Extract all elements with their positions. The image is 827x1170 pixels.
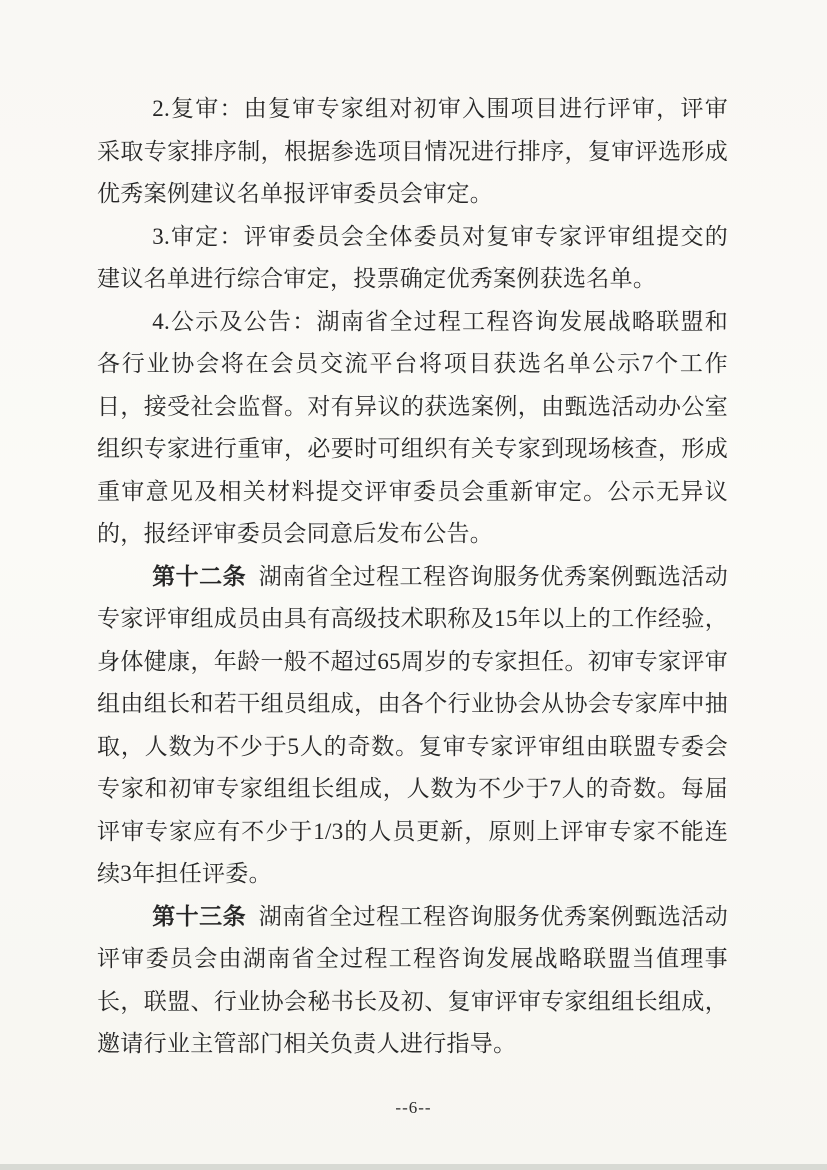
scan-bottom-edge-artifact (0, 1164, 827, 1170)
article-13-label: 第十三条 (152, 903, 247, 929)
article-12-text: 湖南省全过程工程咨询服务优秀案例甄选活动专家评审组成员由具有高级技术职称及15年以上的工作经验，身体健康，年龄一般不超过65周岁的专家担任。初审专家评审组由组长和若干组员组成，由各个行业协会从协会专家库中抽取，人数为不少于5人的奇数。复审专家评审组由联盟专委会专家和初审专家组组长组成，人数为不少于7人的奇数。每届评审专家应有不少于1/3的人员更新，原则上评审专家不能连续3年担任评委。 (97, 563, 728, 886)
paragraph-article-12 (97, 556, 728, 896)
article-12-label: 第十二条 (152, 563, 247, 589)
paragraph-article-13 (97, 896, 728, 1066)
page-number: --6-- (395, 1098, 432, 1117)
document-text (97, 88, 728, 1066)
paragraph-publicity-announcement-step-4: 4.公示及公告：湖南省全过程工程咨询发展战略联盟和各行业协会将在会员交流平台将项目获选名单公示7个工作日，接受社会监督。对有异议的获选案例，由甄选活动办公室组织专家进行重审，必要时可组织有关专家到现场核查，形成重审意见及相关材料提交评审委员会重新审定。公示无异议的，报经评审委员会同意后发布公告。 (97, 308, 728, 546)
paragraph-review-step-2: 2.复审：由复审专家组对初审入围项目进行评审，评审采取专家排序制，根据参选项目情况进行排序，复审评选形成优秀案例建议名单报评审委员会审定。 (97, 96, 728, 206)
paragraph-final-determination-step-3: 3.审定：评审委员会全体委员对复审专家评审组提交的建议名单进行综合审定，投票确定优秀案例获选名单。 (97, 223, 728, 291)
article-13-text: 湖南省全过程工程咨询服务优秀案例甄选活动评审委员会由湖南省全过程工程咨询发展战略联盟当值理事长，联盟、行业协会秘书长及初、复审评审专家组组长组成，邀请行业主管部门相关负责人进行指导。 (97, 903, 728, 1056)
